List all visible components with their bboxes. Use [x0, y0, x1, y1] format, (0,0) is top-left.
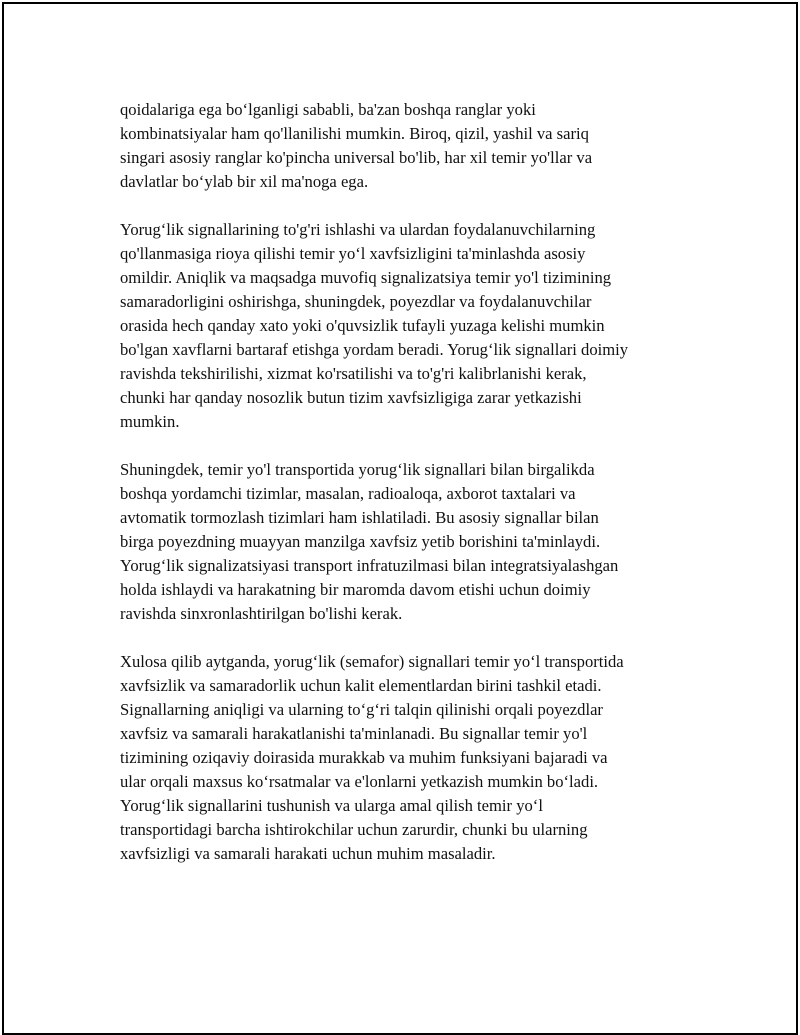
paragraph	[120, 98, 690, 194]
text-line: birga poyezdning muayyan manzilga xavfsiz yetib borishini ta'minlaydi.	[120, 532, 601, 551]
text-line: samaradorligini oshirishga, shuningdek, poyezdlar va foydalanuvchilar	[120, 292, 592, 311]
text-line: xavfsiz va samarali harakatlanishi ta'minlanadi. Bu signallar temir yo'l	[120, 724, 588, 743]
text-line: kombinatsiyalar ham qo'llanilishi mumkin. Biroq, qizil, yashil va sariq	[120, 124, 589, 143]
text-line: Yorug‘lik signalizatsiyasi transport infratuzilmasi bilan integratsiyalashgan	[120, 556, 619, 575]
text-line: Yorug‘lik signallarini tushunish va ularga amal qilish temir yo‘l	[120, 796, 543, 815]
text-line: mumkin.	[120, 412, 180, 431]
text-line: chunki har qanday nosozlik butun tizim xavfsizligiga zarar yetkazishi	[120, 388, 582, 407]
text-line: singari asosiy ranglar ko'pincha universal bo'lib, har xil temir yo'llar va	[120, 148, 593, 167]
text-line: ular orqali maxsus ko‘rsatmalar va e'lonlarni yetkazish mumkin bo‘ladi.	[120, 772, 599, 791]
text-line: transportidagi barcha ishtirokchilar uchun zarurdir, chunki bu ularning	[120, 820, 588, 839]
paragraph	[120, 650, 690, 866]
text-line: boshqa yordamchi tizimlar, masalan, radioaloqa, axborot taxtalari va	[120, 484, 576, 503]
text-line: Xulosa qilib aytganda, yorug‘lik (semafor) signallari temir yo‘l transportida	[120, 652, 624, 671]
text-line: avtomatik tormozlash tizimlari ham ishlatiladi. Bu asosiy signallar bilan	[120, 508, 599, 527]
text-line: holda ishlaydi va harakatning bir maromda davom etishi uchun doimiy	[120, 580, 591, 599]
text-line: bo'lgan xavflarni bartaraf etishga yordam beradi. Yorug‘lik signallari doimiy	[120, 340, 629, 359]
text-line: ravishda sinxronlashtirilgan bo'lishi kerak.	[120, 604, 403, 623]
text-line: qo'llanmasiga rioya qilishi temir yo‘l xavfsizligini ta'minlashda asosiy	[120, 244, 586, 263]
text-line: qoidalariga ega bo‘lganligi sababli, ba'zan boshqa ranglar yoki	[120, 100, 536, 119]
paragraph	[120, 218, 690, 434]
text-line: ravishda tekshirilishi, xizmat ko'rsatilishi va to'g'ri kalibrlanishi kerak,	[120, 364, 587, 383]
text-line: davlatlar bo‘ylab bir xil ma'noga ega.	[120, 172, 369, 191]
page-frame	[2, 2, 798, 1035]
paragraph	[120, 458, 690, 626]
text-line: Signallarning aniqligi va ularning to‘g‘ri talqin qilinishi orqali poyezdlar	[120, 700, 603, 719]
text-line: orasida hech qanday xato yoki o'quvsizlik tufayli yuzaga kelishi mumkin	[120, 316, 605, 335]
text-line: xavfsizlik va samaradorlik uchun kalit elementlardan birini tashkil etadi.	[120, 676, 602, 695]
text-line: Yorug‘lik signallarining to'g'ri ishlashi va ulardan foydalanuvchilarning	[120, 220, 596, 239]
text-line: Shuningdek, temir yo'l transportida yorug‘lik signallari bilan birgalikda	[120, 460, 595, 479]
text-line: tizimining oziqaviy doirasida murakkab va muhim funksiyani bajaradi va	[120, 748, 608, 767]
text-line: omildir. Aniqlik va maqsadga muvofiq signalizatsiya temir yo'l tizimining	[120, 268, 612, 287]
text-line: xavfsizligi va samarali harakati uchun muhim masaladir.	[120, 844, 496, 863]
document-body	[120, 98, 690, 890]
